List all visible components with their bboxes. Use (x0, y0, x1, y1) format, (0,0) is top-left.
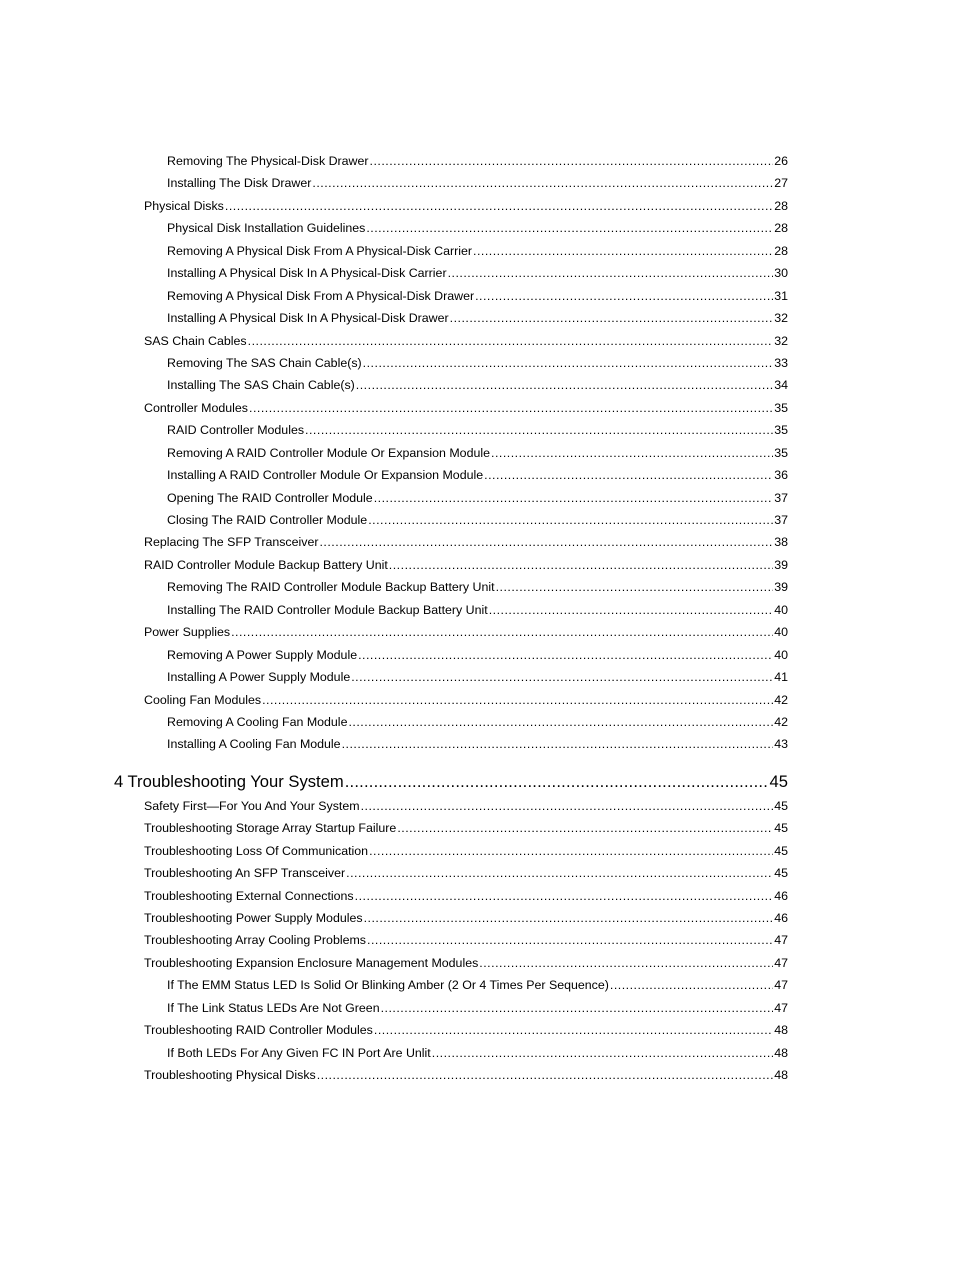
toc-entry-title: Installing A RAID Controller Module Or Expansion Module (167, 468, 484, 483)
toc-entry-page-number: 48 (774, 1023, 788, 1038)
toc-entry[interactable] (0, 1019, 788, 1041)
toc-entry[interactable] (0, 442, 788, 464)
toc-entry[interactable] (0, 997, 788, 1019)
toc-entry[interactable] (0, 150, 788, 172)
toc-entry-title: Removing A Physical Disk From A Physical-Disk Drawer (167, 288, 475, 303)
toc-chapter-entry[interactable] (0, 769, 788, 795)
dot-leader (358, 644, 773, 666)
toc-entry-title: Removing A Cooling Fan Module (167, 714, 348, 729)
dot-leader (369, 840, 773, 862)
dot-leader (610, 974, 773, 996)
toc-entry-title: Controller Modules (144, 400, 248, 415)
toc-entry[interactable] (0, 599, 788, 621)
toc-entry-title: Removing The Physical-Disk Drawer (167, 154, 369, 168)
toc-entry-title: RAID Controller Module Backup Battery Unit (144, 557, 388, 572)
toc-entry-page-number: 36 (774, 468, 788, 483)
toc-entry-page-number: 26 (774, 154, 788, 168)
toc-entry-page-number: 32 (774, 311, 788, 326)
dot-leader (381, 997, 774, 1019)
toc-entry[interactable] (0, 509, 788, 531)
dot-leader (374, 487, 774, 509)
toc-entry[interactable] (0, 576, 788, 598)
dot-leader (432, 1042, 773, 1064)
toc-entry-page-number: 47 (774, 978, 788, 993)
toc-entry-title: Removing The SAS Chain Cable(s) (167, 355, 362, 370)
dot-leader (366, 217, 773, 239)
toc-entry-title: If The EMM Status LED Is Solid Or Blinking Amber (2 Or 4 Times Per Sequence) (167, 978, 609, 993)
toc-entry[interactable] (0, 974, 788, 996)
toc-entry[interactable] (0, 929, 788, 951)
dot-leader (355, 885, 774, 907)
dot-leader (361, 795, 774, 817)
toc-entry-title: Removing A RAID Controller Module Or Expansion Module (167, 445, 490, 460)
toc-entry-title: Troubleshooting Array Cooling Problems (144, 933, 366, 948)
dot-leader (262, 689, 773, 711)
dot-leader (319, 531, 773, 553)
toc-entry-page-number: 38 (774, 535, 788, 550)
toc-entry-page-number: 40 (774, 602, 788, 617)
dot-leader (397, 817, 773, 839)
toc-entry-title: SAS Chain Cables (144, 333, 247, 348)
toc-entry-page-number: 45 (774, 866, 788, 881)
dot-leader (231, 621, 773, 643)
toc-entry-title: Troubleshooting Expansion Enclosure Management Modules (144, 955, 479, 970)
toc-entry[interactable] (0, 1064, 788, 1086)
toc-entry[interactable] (0, 374, 788, 396)
dot-leader (450, 307, 774, 329)
toc-entry-title: Troubleshooting Power Supply Modules (144, 911, 363, 925)
toc-entry-page-number: 48 (774, 1068, 788, 1083)
toc-entry-title: RAID Controller Modules (167, 423, 305, 438)
toc-entry-title: Troubleshooting Loss Of Communication (144, 843, 369, 858)
toc-entry-title: Installing The RAID Controller Module Backup Battery Unit (167, 602, 488, 617)
toc-entry-page-number: 39 (774, 580, 788, 595)
toc-entry[interactable] (0, 795, 788, 817)
toc-entry-page-number: 46 (774, 888, 788, 903)
toc-entry-title: Removing A Physical Disk From A Physical-Disk Carrier (167, 243, 473, 258)
toc-entry-page-number: 40 (774, 647, 788, 662)
toc-entry-page-number: 30 (774, 266, 788, 281)
toc-entry-page-number: 45 (769, 771, 788, 791)
dot-leader (305, 419, 773, 441)
toc-entry[interactable] (0, 554, 788, 576)
toc-entry-page-number: 41 (774, 670, 788, 685)
toc-entry[interactable] (0, 952, 788, 974)
toc-entry-title: Troubleshooting Storage Array Startup Failure (144, 821, 397, 836)
toc-entry[interactable] (0, 1042, 788, 1064)
toc-entry[interactable] (0, 733, 788, 755)
toc-entry-title: Troubleshooting Physical Disks (144, 1068, 316, 1083)
toc-entry-title: Troubleshooting An SFP Transceiver (144, 866, 346, 881)
toc-entry-page-number: 45 (774, 821, 788, 836)
toc-entry[interactable] (0, 195, 788, 217)
table-of-contents (0, 150, 954, 1087)
toc-entry-title: Installing A Physical Disk In A Physical-Disk Drawer (167, 311, 449, 326)
dot-leader (484, 464, 773, 486)
toc-entry-page-number: 35 (774, 423, 788, 438)
toc-entry[interactable] (0, 352, 788, 374)
toc-entry-title: If The Link Status LEDs Are Not Green (167, 1000, 380, 1015)
toc-entry-title: Installing A Power Supply Module (167, 670, 351, 685)
dot-leader (345, 769, 769, 795)
dot-leader (249, 397, 773, 419)
toc-entry[interactable] (0, 307, 788, 329)
toc-entry-title: Safety First—For You And Your System (144, 798, 360, 813)
toc-entry-page-number: 33 (774, 355, 788, 370)
toc-entry[interactable] (0, 419, 788, 441)
toc-entry-page-number: 32 (774, 333, 788, 348)
dot-leader (489, 599, 774, 621)
toc-entry-page-number: 37 (774, 513, 788, 527)
toc-entry-title: Removing A Power Supply Module (167, 647, 358, 662)
dot-leader (356, 374, 773, 396)
dot-leader (312, 172, 773, 194)
toc-entry[interactable] (0, 621, 788, 643)
toc-entry-page-number: 35 (774, 445, 788, 460)
toc-entry-title: Physical Disks (144, 198, 224, 213)
toc-entry-page-number: 42 (774, 714, 788, 729)
toc-entry[interactable] (0, 487, 788, 509)
toc-entry[interactable] (0, 330, 788, 352)
toc-entry-title: Replacing The SFP Transceiver (144, 535, 319, 550)
dot-leader (368, 509, 773, 531)
toc-entry[interactable] (0, 262, 788, 284)
toc-entry-title: Installing The SAS Chain Cable(s) (167, 378, 355, 393)
toc-entry-title: Troubleshooting External Connections (144, 888, 354, 903)
toc-entry-page-number: 47 (774, 933, 788, 948)
dot-leader (496, 576, 774, 598)
dot-leader (475, 285, 773, 307)
dot-leader (374, 1019, 773, 1041)
toc-entry[interactable] (0, 531, 788, 553)
toc-entry[interactable] (0, 840, 788, 862)
toc-entry-title: Physical Disk Installation Guidelines (167, 221, 366, 236)
toc-entry[interactable] (0, 666, 788, 688)
toc-entry-title: Closing The RAID Controller Module (167, 513, 368, 527)
dot-leader (364, 907, 774, 929)
toc-entry-title: Troubleshooting RAID Controller Modules (144, 1023, 373, 1038)
toc-entry-title: Installing A Physical Disk In A Physical-Disk Carrier (167, 266, 447, 281)
dot-leader (351, 666, 773, 688)
toc-entry-page-number: 31 (774, 288, 788, 303)
toc-entry[interactable] (0, 217, 788, 239)
toc-entry-page-number: 46 (774, 911, 788, 925)
toc-entry[interactable] (0, 817, 788, 839)
toc-entry-title: Power Supplies (144, 625, 231, 640)
toc-entry-page-number: 45 (774, 798, 788, 813)
toc-entry[interactable] (0, 397, 788, 419)
dot-leader (346, 862, 773, 884)
toc-entry-title: Installing A Cooling Fan Module (167, 737, 341, 752)
toc-entry-page-number: 27 (774, 176, 788, 191)
toc-entry-page-number: 45 (774, 843, 788, 858)
toc-entry-title: Opening The RAID Controller Module (167, 490, 373, 505)
dot-leader (491, 442, 773, 464)
dot-leader (248, 330, 774, 352)
dot-leader (448, 262, 774, 284)
toc-entry[interactable] (0, 862, 788, 884)
toc-entry-title: 4 Troubleshooting Your System (114, 771, 344, 791)
toc-entry-title: Removing The RAID Controller Module Backup Battery Unit (167, 580, 495, 595)
dot-leader (363, 352, 774, 374)
toc-entry-page-number: 39 (774, 557, 788, 572)
toc-entry-page-number: 47 (774, 955, 788, 970)
dot-leader (348, 711, 773, 733)
toc-entry[interactable] (0, 907, 788, 929)
toc-entry-page-number: 42 (774, 692, 788, 707)
dot-leader (370, 150, 774, 172)
toc-entry-page-number: 40 (774, 625, 788, 640)
toc-entry[interactable] (0, 689, 788, 711)
toc-entry-page-number: 48 (774, 1045, 788, 1060)
dot-leader (479, 952, 773, 974)
toc-entry[interactable] (0, 711, 788, 733)
dot-leader (225, 195, 773, 217)
toc-entry-page-number: 37 (774, 490, 788, 505)
dot-leader (473, 240, 773, 262)
toc-entry-page-number: 47 (774, 1000, 788, 1015)
toc-entry[interactable] (0, 464, 788, 486)
toc-entry-page-number: 34 (774, 378, 788, 393)
dot-leader (367, 929, 773, 951)
toc-entry-page-number: 35 (774, 400, 788, 415)
toc-entry-title: Installing The Disk Drawer (167, 176, 312, 191)
toc-entry-title: Cooling Fan Modules (144, 692, 262, 707)
toc-entry-page-number: 28 (774, 221, 788, 236)
dot-leader (317, 1064, 773, 1086)
toc-entry[interactable] (0, 172, 788, 194)
toc-entry-page-number: 28 (774, 243, 788, 258)
dot-leader (342, 733, 774, 755)
toc-entry-page-number: 28 (774, 198, 788, 213)
dot-leader (389, 554, 773, 576)
toc-entry-title: If Both LEDs For Any Given FC IN Port Are Unlit (167, 1045, 431, 1060)
toc-entry[interactable] (0, 285, 788, 307)
toc-entry-page-number: 43 (774, 737, 788, 752)
toc-entry[interactable] (0, 240, 788, 262)
toc-entry[interactable] (0, 644, 788, 666)
toc-entry[interactable] (0, 885, 788, 907)
